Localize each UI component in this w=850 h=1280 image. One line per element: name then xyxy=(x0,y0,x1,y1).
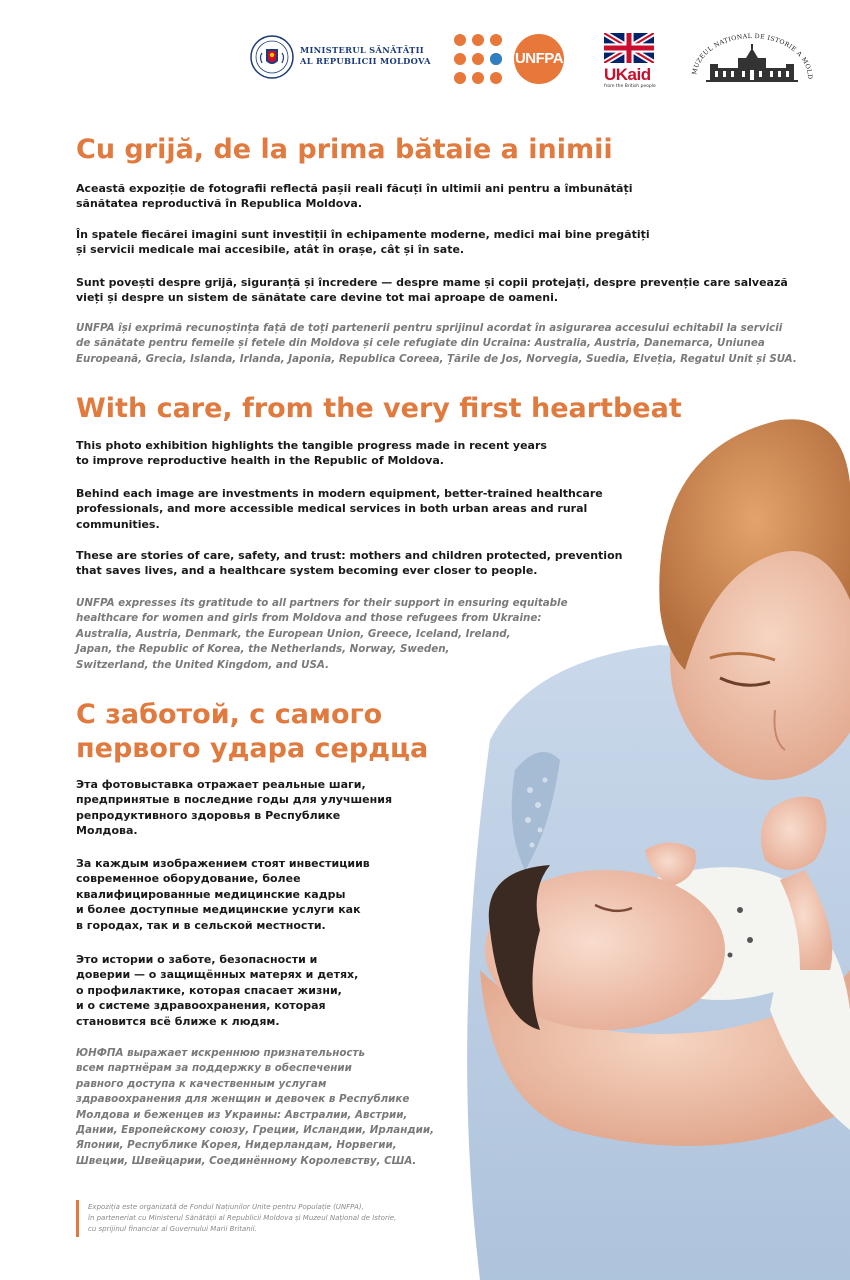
ministry-name-line2: AL REPUBLICII MOLDOVA xyxy=(300,56,431,66)
ro-paragraph-1: Această expoziție de fotografii reflectă pașii reali făcuți în ultimii ani pentru a îmbunătăți sănătatea reproductivă în Republica Moldova. xyxy=(76,182,633,211)
ru-paragraph-1: Эта фотовыставка отражает реальные шаги, предпринятые в последние годы для улучшения репродуктивного здоровья в Республике Молдова. xyxy=(76,778,393,838)
unfpa-wordmark: UNFPA xyxy=(514,34,564,84)
title-russian xyxy=(76,698,428,766)
partner-logos xyxy=(0,0,850,100)
ukaid-logo xyxy=(604,33,658,89)
mother-and-baby-photo xyxy=(420,410,850,1280)
ro-paragraph-3: Sunt povești despre grijă, siguranță și încredere — despre mame și copii protejați, despre prevenție care salvează vieți și despre un sistem de sănătate care devine tot mai aproape de oameni. xyxy=(76,276,788,305)
ministry-name-line1: MINISTERUL SĂNĂTĂȚII xyxy=(300,45,424,55)
ministry-name xyxy=(300,45,431,67)
ru-acknowledgement: ЮНФПА выражает искреннюю признательность всем партнёрам за поддержку в обеспечении равного доступа к качественным услугам здравоохранения для женщин и девочек в Республике Молдова и беженцев из Украины: Австралии, Австрии, Дании, Европейскому союзу, Греции, Исландии, Ирландии, Японии, Республике Корея, Нидерландам, Норвегии, Швеции, Швейцарии, Соединённому Королевству, США. xyxy=(76,1047,435,1167)
title-russian-line2: первого удара сердца xyxy=(76,733,429,764)
ro-paragraph-2: În spatele fiecărei imagini sunt investiții în echipamente moderne, medici mai bine pregătiți și servicii medicale mai accesibile, atât în orașe, cât și în sate. xyxy=(76,228,650,257)
en-paragraph-1: This photo exhibition highlights the tangible progress made in recent years to improve reproductive health in the Republic of Moldova. xyxy=(76,439,547,468)
ru-paragraph-3: Это истории о заботе, безопасности и доверии — о защищённых матерях и детях, о профилактике, которая спасает жизни, и о системе здравоохранения, которая становится всё ближе к людям. xyxy=(76,953,359,1028)
museum-logo xyxy=(688,30,816,88)
en-acknowledgement: UNFPA expresses its gratitude to all partners for their support in ensuring equitable healthcare for women and girls from Moldova and those refugees from Ukraine: Australia, Austria, Denmark, the European Union, Greece, Iceland, Ireland, Japan, the Republic of Korea, the Netherlands, Norway, Sweden, Switzerland, the United Kingdom, and USA. xyxy=(76,597,568,671)
museum-building-icon xyxy=(688,30,816,88)
ministry-crest-icon xyxy=(250,33,294,81)
ukaid-tagline: from the British people xyxy=(604,84,656,89)
ru-paragraph-2: За каждым изображением стоят инвестициив современное оборудование, более квалифицированные медицинские кадры и более доступные медицинские услуги как в городах, так и в сельской местности. xyxy=(76,857,370,932)
footer-accent-bar xyxy=(76,1200,79,1237)
footer-credits: Expoziția este organizată de Fondul Națiunilor Unite pentru Populație (UNFPA), în parteneriat cu Ministerul Sănătății al Republicii Moldova și Muzeul Național de Istorie, cu sprijinul financiar al Guvernului Marii Britanii. xyxy=(88,1203,397,1233)
title-english: With care, from the very first heartbeat xyxy=(76,393,682,424)
title-romanian: Cu grijă, de la prima bătaie a inimii xyxy=(76,134,613,165)
svg-text:MUZEUL NAȚIONAL DE ISTORIE A M: MUZEUL NAȚIONAL DE ISTORIE A MOLD xyxy=(691,32,814,80)
en-paragraph-3: These are stories of care, safety, and trust: mothers and children protected, prevention that saves lives, and a healthcare system becoming ever closer to people. xyxy=(76,549,623,578)
unfpa-dots-icon xyxy=(452,32,512,86)
ministry-logo xyxy=(250,33,431,85)
ro-acknowledgement: UNFPA își exprimă recunoștința față de toți partenerii pentru sprijinul acordat în asigurarea accesului echitabil la servicii de sănătate pentru femeile și fetele din Moldova și cele refugiate din Ucraina: Australia, Austria, Danemarca, Uniunea Europeană, Grecia, Islanda, Irlanda, Japonia, Republica Coreea, Țările de Jos, Norvegia, Suedia, Elveția, Regatul Unit și SUA. xyxy=(76,322,797,365)
unfpa-logo xyxy=(452,32,567,86)
union-jack-icon xyxy=(604,33,654,63)
ukaid-wordmark: UKaid xyxy=(604,65,651,84)
title-russian-line1: С заботой, с самого xyxy=(76,699,383,730)
en-paragraph-2: Behind each image are investments in modern equipment, better-trained healthcare professionals, and more accessible medical services in both urban areas and rural communities. xyxy=(76,487,603,531)
